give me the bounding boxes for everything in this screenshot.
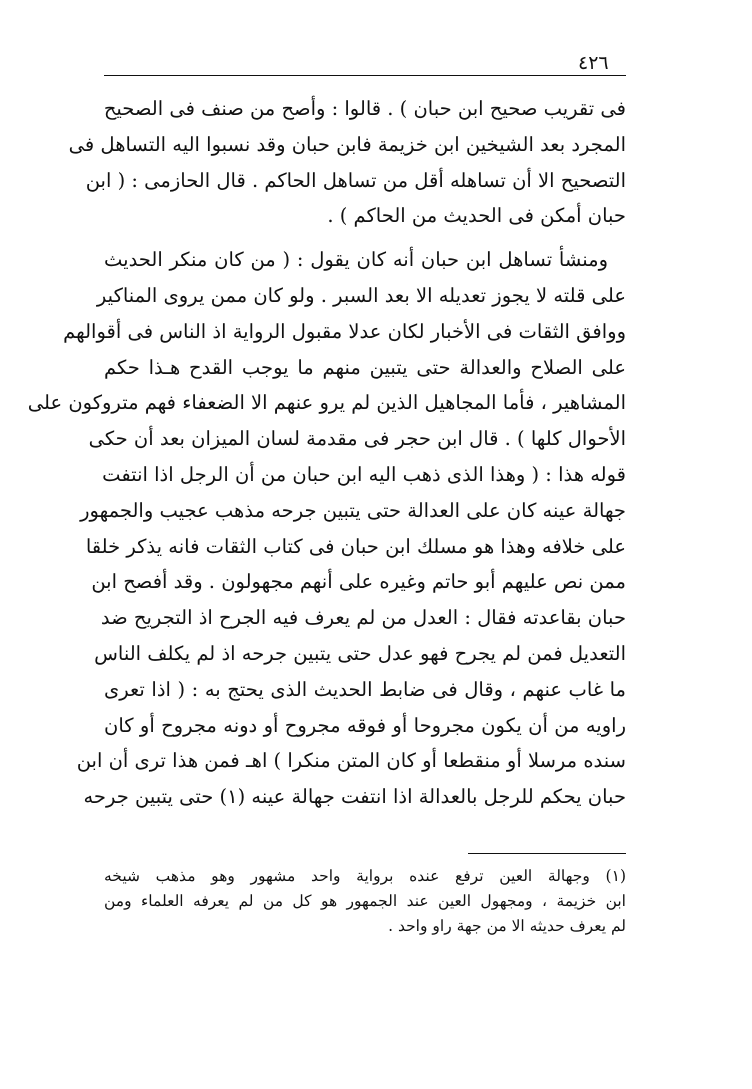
text-line: المجرد بعد الشيخين ابن خزيمة فابن حبان وقد نسبوا اليه التساهل فى [68,132,626,156]
text-line: المشاهير ، فأما المجاهيل الذين لم يرو عنهم الا الضعفاء فهم متروكون على [27,391,626,415]
text-line: حبان بقاعدته فقال : العدل من لم يعرف فيه الجرح اذ التجريح ضد [100,606,626,630]
text-line: الأحوال كلها ) . قال ابن حجر فى مقدمة لسان الميزان بعد أن حكى [88,427,626,451]
paragraph-gap [104,234,626,242]
footnote-line: لم يعرف حديثه الا من جهة راو واحد . [388,917,626,935]
page-number: ٤٢٦ [578,52,609,74]
text-line: ما غاب عنهم ، وقال فى ضابط الحديث الذى يحتج به : ( اذا تعرى [104,677,626,701]
text-line: التصحيح الا أن تساهله أقل من تساهل الحاكم . قال الحازمى : ( ابن [85,168,626,192]
text-line: على الصلاح والعدالة حتى يتبين منهم ما يوجب القدح هـذا حكم [104,355,626,379]
text-line: فى تقريب صحيح ابن حبان ) . قالوا : وأصح من صنف فى الصحيح [103,97,626,120]
text-line: حبان يحكم للرجل بالعدالة اذا انتفت جهالة عينه (١) حتى يتبين جرحه [83,785,626,809]
footnotes [104,864,626,939]
text-line: راويه من أن يكون مجروحا أو فوقه مجروح أو دونه مجروح أو كان [104,713,626,737]
text-line: على قلته لا يجوز تعديله الا بعد السبر . ولو كان ممن يروى المناكير [96,283,626,307]
text-line: ممن نص عليهم أبو حاتم وغيره على أنهم مجهولون . وقد أفصح ابن [91,570,626,594]
footnote-line: (١) وجهالة العين ترفع عنده برواية واحد مشهور وهو مذهب شيخه [104,867,626,885]
header-rule [104,75,626,76]
footnote-rule [468,853,626,854]
text-line: ووافق الثقات فى الأخبار لكان عدلا مقبول الرواية اذ الناس فى أقوالهم [63,319,626,343]
text-line: جهالة عينه كان على العدالة حتى يتبين جرحه مذهب عجيب والجمهور [80,498,626,522]
footnote-line: ابن خزيمة ، ومجهول العين عند الجمهور هو كل من لم يعرفه العلماء ومن [104,892,626,910]
text-line: ومنشأ تساهل ابن حبان أنه كان يقول : ( من كان منكر الحديث [104,248,608,272]
text-line: سنده مرسلا أو منقطعا أو كان المتن منكرا ) اهـ فمن هذا ترى أن ابن [76,749,626,773]
main-text [27,91,626,815]
text-line: قوله هذا : ( وهذا الذى ذهب اليه ابن حبان من أن الرجل اذا انتفت [102,462,626,486]
text-line: على خلافه وهذا هو مسلك ابن حبان فى كتاب الثقات فانه يذكر خلقا [85,534,626,558]
text-line: حبان أمكن فى الحديث من الحاكم ) . [327,204,626,228]
text-line: التعديل فمن لم يجرح فهو عدل حتى يتبين جرحه اذ لم يكلف الناس [94,641,626,665]
